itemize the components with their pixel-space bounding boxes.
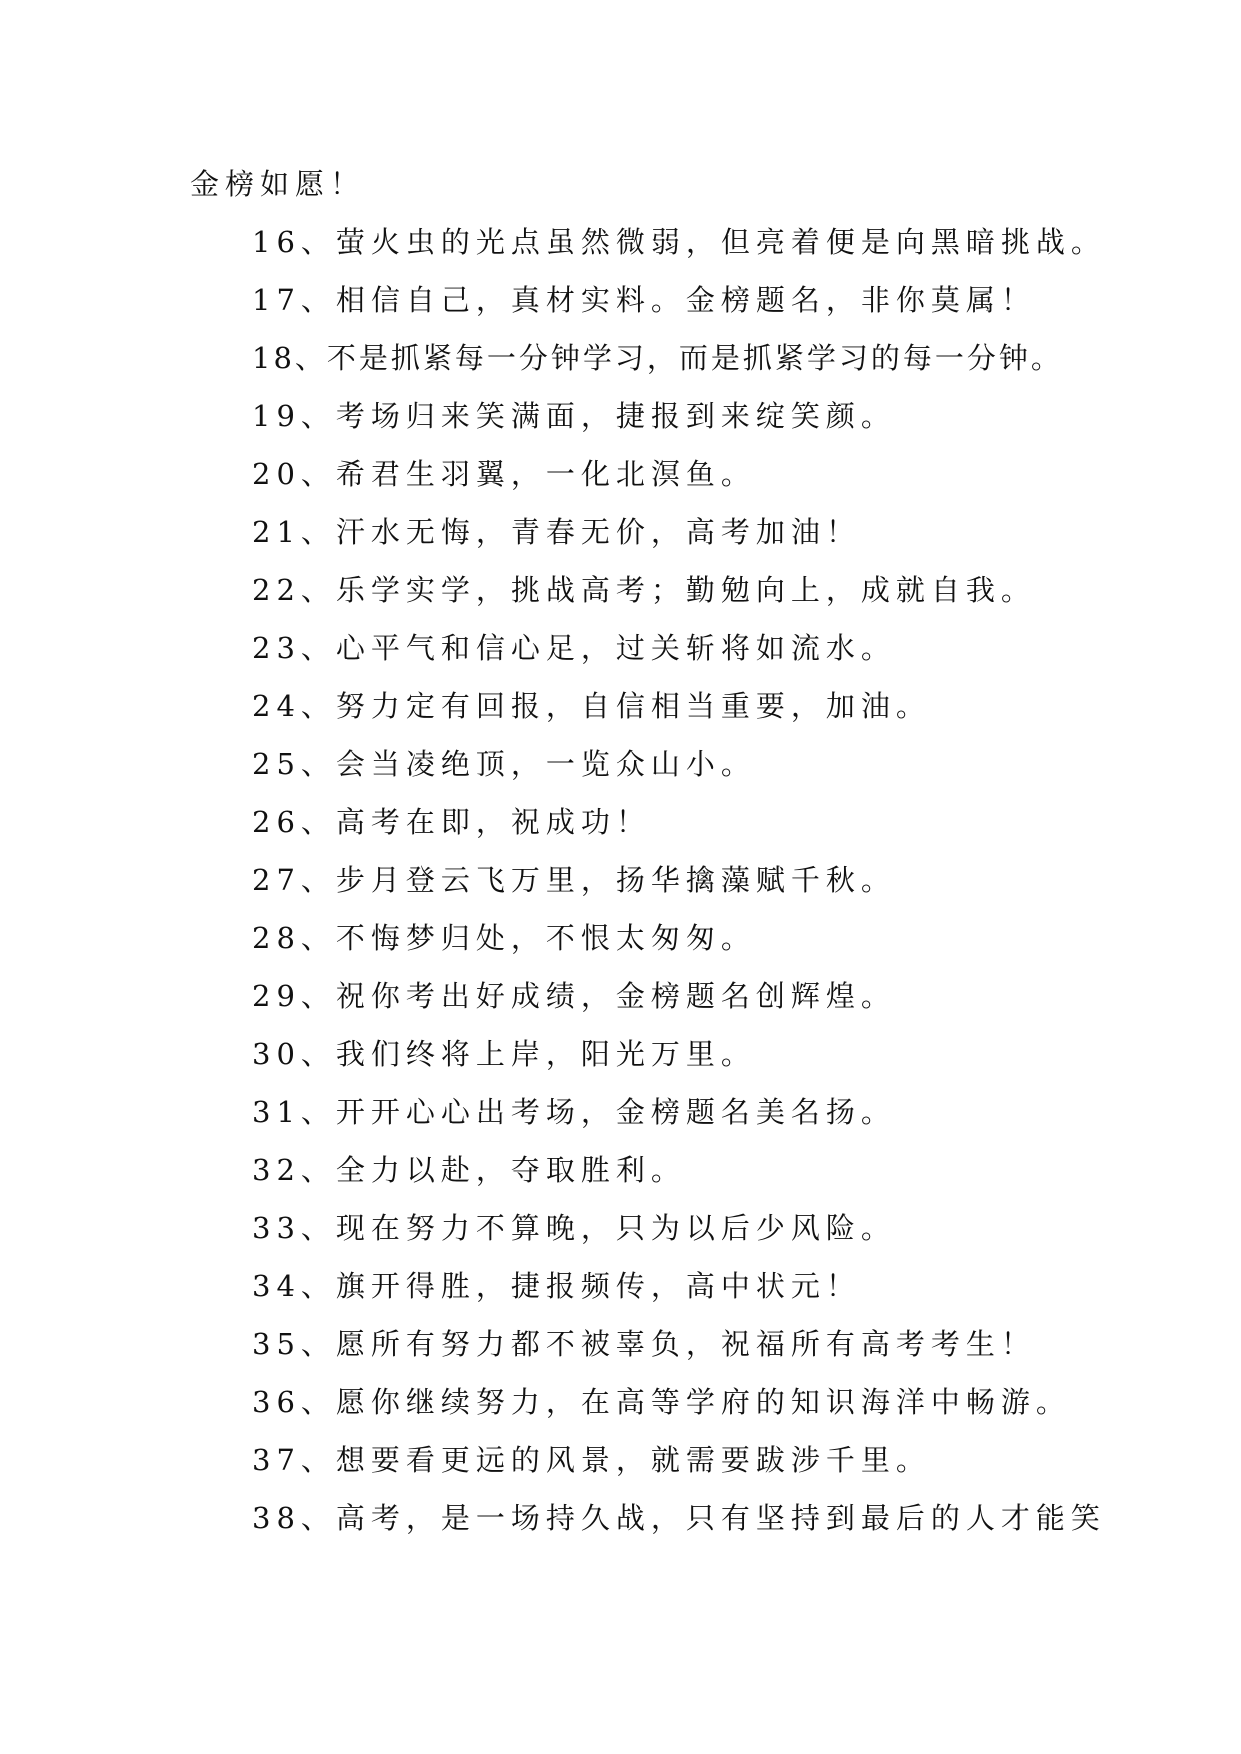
list-item: 33、现在努力不算晚，只为以后少风险。: [252, 1211, 896, 1245]
list-item: 31、开开心心出考场，金榜题名美名扬。: [252, 1095, 896, 1129]
list-item: 22、乐学实学，挑战高考；勤勉向上，成就自我。: [252, 573, 1036, 607]
list-item: 17、相信自己，真材实料。金榜题名，非你莫属！: [252, 283, 1036, 317]
list-item: 29、祝你考出好成绩，金榜题名创辉煌。: [252, 979, 896, 1013]
list-item: 27、步月登云飞万里，扬华擒藻赋千秋。: [252, 863, 896, 897]
list-item: 16、萤火虫的光点虽然微弱，但亮着便是向黑暗挑战。: [252, 225, 1106, 259]
list-item: 25、会当凌绝顶，一览众山小。: [252, 747, 756, 781]
list-item: 30、我们终将上岸，阳光万里。: [252, 1037, 756, 1071]
list-item: 32、全力以赴，夺取胜利。: [252, 1153, 686, 1187]
list-item: 24、努力定有回报，自信相当重要，加油。: [252, 689, 931, 723]
list-item: 18、不是抓紧每一分钟学习，而是抓紧学习的每一分钟。: [252, 341, 1063, 375]
list-item: 19、考场归来笑满面，捷报到来绽笑颜。: [252, 399, 896, 433]
list-item: 34、旗开得胜，捷报频传，高中状元！: [252, 1269, 861, 1303]
list-item: 35、愿所有努力都不被辜负，祝福所有高考考生！: [252, 1327, 1036, 1361]
list-item: 20、希君生羽翼，一化北溟鱼。: [252, 457, 756, 491]
list-item: 38、高考，是一场持久战，只有坚持到最后的人才能笑: [252, 1501, 1106, 1535]
list-item: 28、不悔梦归处，不恨太匆匆。: [252, 921, 756, 955]
list-item: 37、想要看更远的风景，就需要跋涉千里。: [252, 1443, 931, 1477]
list-item: 26、高考在即，祝成功！: [252, 805, 651, 839]
list-item: 21、汗水无悔，青春无价，高考加油！: [252, 515, 861, 549]
continuation-line: 金榜如愿！: [190, 167, 366, 201]
list-item: 23、心平气和信心足，过关斩将如流水。: [252, 631, 896, 665]
list-item: 36、愿你继续努力，在高等学府的知识海洋中畅游。: [252, 1385, 1071, 1419]
